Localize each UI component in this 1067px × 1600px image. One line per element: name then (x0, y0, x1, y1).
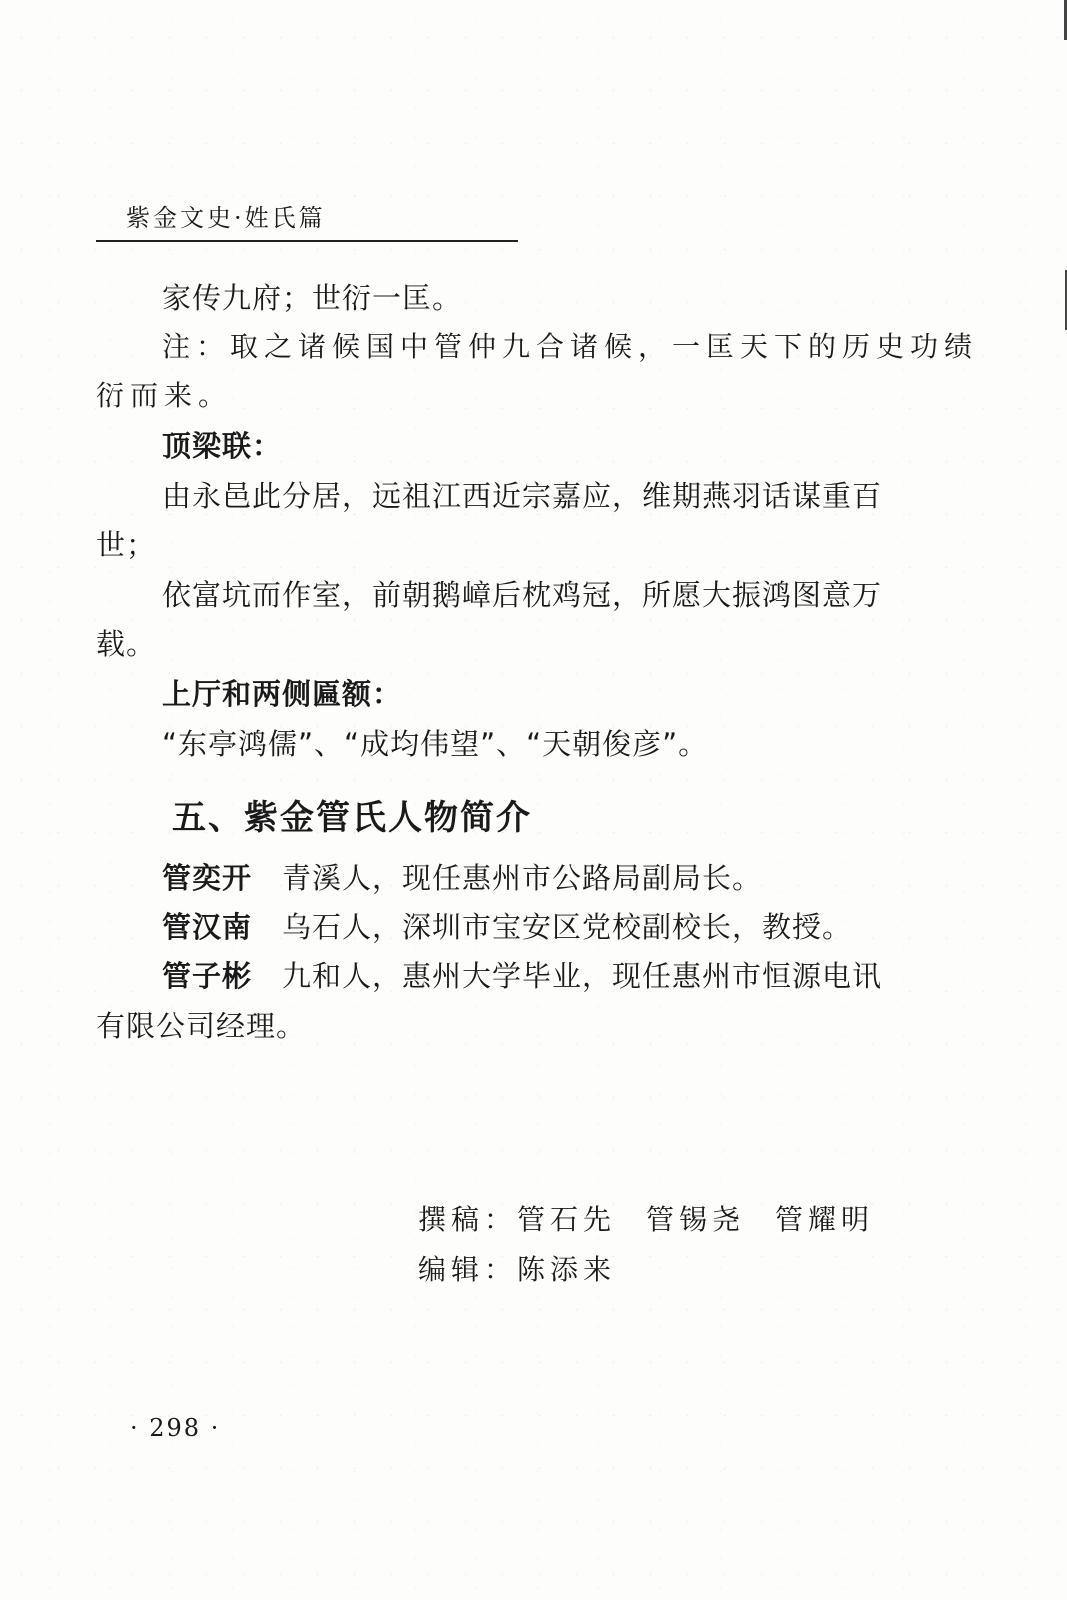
person-name: 管奕开 (162, 861, 253, 895)
couplet-line: 家传九府；世衍一匡。 (162, 281, 463, 315)
person-entry (162, 954, 882, 995)
writers-label: 撰稿： (418, 1203, 518, 1236)
beam-couplet-line-2b: 载。 (96, 627, 157, 661)
person-desc-continued: 有限公司经理。 (96, 1009, 307, 1043)
note-line-2: 衍而来。 (96, 379, 233, 412)
person-entry (162, 856, 762, 897)
writer-name: 管石先 (517, 1203, 617, 1236)
person-desc: 乌石人，深圳市宝安区党校副校长，教授。 (282, 910, 853, 944)
note-line-1: 注：取之诸候国中管仲九合诸候，一匡天下的历史功绩 (162, 330, 979, 363)
running-head: 紫金文史·姓氏篇 (126, 204, 326, 232)
person-desc: 九和人，惠州大学毕业，现任惠州市恒源电讯 (282, 959, 883, 993)
section-title: 五、紫金管氏人物简介 (172, 798, 532, 838)
person-desc: 青溪人，现任惠州市公路局副局长。 (282, 861, 763, 895)
writer-name: 管耀明 (775, 1203, 875, 1236)
header-rule (96, 240, 518, 242)
page-number: · 298 · (130, 1414, 221, 1442)
editor-name: 陈添来 (517, 1253, 617, 1286)
writers-credit (418, 1198, 874, 1238)
plaques-heading: 上厅和两侧匾额： (162, 677, 403, 711)
beam-couplet-line-1b: 世； (96, 528, 157, 562)
person-name: 管子彬 (162, 959, 253, 993)
person-entry (162, 905, 852, 946)
editor-credit (418, 1248, 616, 1288)
plaques-text: “东亭鸿儒”、“成均伟望”、“天朝俊彦”。 (162, 727, 709, 761)
beam-couplet-line-2a: 依富坑而作室，前朝鹅嶂后枕鸡冠，所愿大振鸿图意万 (162, 578, 883, 612)
editor-label: 编辑： (418, 1253, 518, 1286)
person-name: 管汉南 (162, 910, 253, 944)
beam-couplet-heading: 顶梁联： (162, 429, 283, 463)
beam-couplet-line-1a: 由永邑此分居，远祖江西近宗嘉应，维期燕羽话谋重百 (162, 479, 883, 513)
writer-name: 管锡尧 (646, 1203, 746, 1236)
